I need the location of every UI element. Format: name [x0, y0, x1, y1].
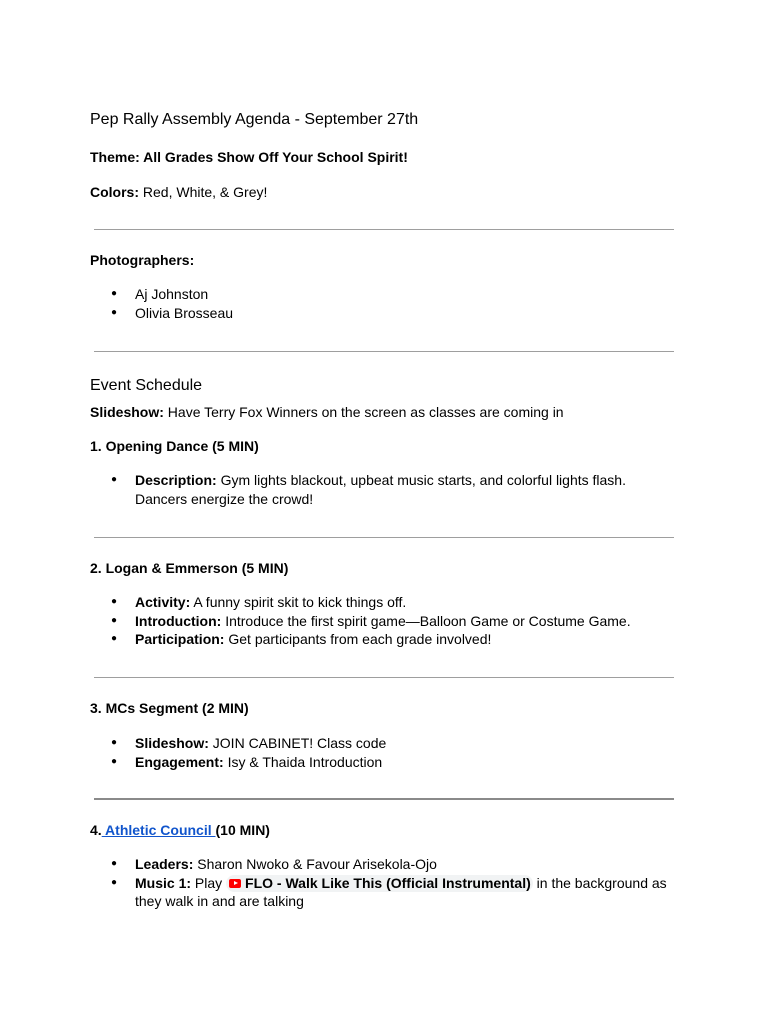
list-item	[90, 471, 680, 508]
list-item	[90, 630, 680, 649]
bullet-value: A funny spirit skit to kick things off.	[190, 594, 407, 610]
item2-list	[90, 593, 680, 649]
bullet-label: Description:	[135, 472, 217, 488]
schedule-heading: Event Schedule	[90, 377, 203, 394]
item1-heading: 1. Opening Dance (5 MIN)	[90, 438, 259, 454]
bullet-label: Leaders:	[135, 856, 194, 872]
item1-list	[90, 471, 680, 508]
slideshow-line	[90, 403, 564, 421]
slideshow-value: Have Terry Fox Winners on the screen as classes are coming in	[163, 404, 564, 420]
bullet-label: Introduction:	[135, 612, 222, 629]
bullet-value: Sharon Nwoko & Favour Arisekola-Ojo	[193, 856, 437, 872]
bullet-label: Participation:	[135, 631, 225, 647]
list-item	[90, 593, 680, 612]
list-item	[90, 753, 680, 772]
bullet-label: Activity:	[135, 594, 191, 610]
item4-list	[90, 855, 680, 911]
item2-heading: 2. Logan & Emmerson (5 MIN)	[90, 560, 289, 576]
document-title: Pep Rally Assembly Agenda - September 27th	[90, 111, 419, 128]
list-item: ● Olivia Brosseau	[90, 304, 680, 323]
divider	[94, 351, 674, 352]
item4-number: 4.	[90, 822, 102, 838]
bullet-value: Get participants from each grade involved!	[224, 631, 492, 647]
video-chip-title: FLO - Walk Like This (Official Instrumental)	[245, 874, 531, 891]
music-after-text: in the background as they walk in and are talking	[135, 874, 667, 909]
youtube-icon	[229, 879, 241, 888]
colors-label: Colors:	[90, 184, 139, 200]
music-play-text: Play	[191, 874, 227, 891]
athletic-council-link[interactable]: Athletic Council	[101, 822, 216, 838]
bullet-label: Engagement:	[135, 753, 224, 770]
bullet-value: JOIN CABINET! Class code	[208, 735, 387, 751]
bullet-value: Introduce the first spirit game—Balloon Game or Costume Game.	[221, 612, 631, 629]
divider	[94, 537, 674, 538]
list-item	[90, 855, 680, 874]
photographers-label: Photographers:	[90, 252, 195, 268]
colors-line	[90, 183, 267, 201]
item4-heading	[90, 821, 270, 839]
bullet-label: Music 1:	[135, 874, 192, 891]
list-item	[90, 734, 680, 753]
bullet-label: Slideshow:	[135, 735, 209, 751]
list-item: ● Aj Johnston	[90, 285, 680, 304]
divider	[94, 229, 674, 230]
slideshow-label: Slideshow:	[90, 404, 164, 420]
colors-value: Red, White, & Grey!	[139, 184, 268, 200]
list-item	[90, 874, 680, 911]
photographers-list	[90, 285, 680, 322]
video-chip[interactable]	[226, 875, 533, 892]
bullet-value: Isy & Thaida Introduction	[223, 753, 383, 770]
item3-heading: 3. MCs Segment (2 MIN)	[90, 700, 249, 716]
divider	[94, 677, 674, 678]
theme-line: Theme: All Grades Show Off Your School Spirit!	[90, 149, 408, 165]
item4-duration: (10 MIN)	[215, 822, 270, 838]
list-item	[90, 612, 680, 631]
divider	[94, 798, 674, 800]
item3-list	[90, 734, 680, 771]
bullet-value: Gym lights blackout, upbeat music starts, and colorful lights flash. Dancers energize the crowd!	[135, 472, 626, 507]
